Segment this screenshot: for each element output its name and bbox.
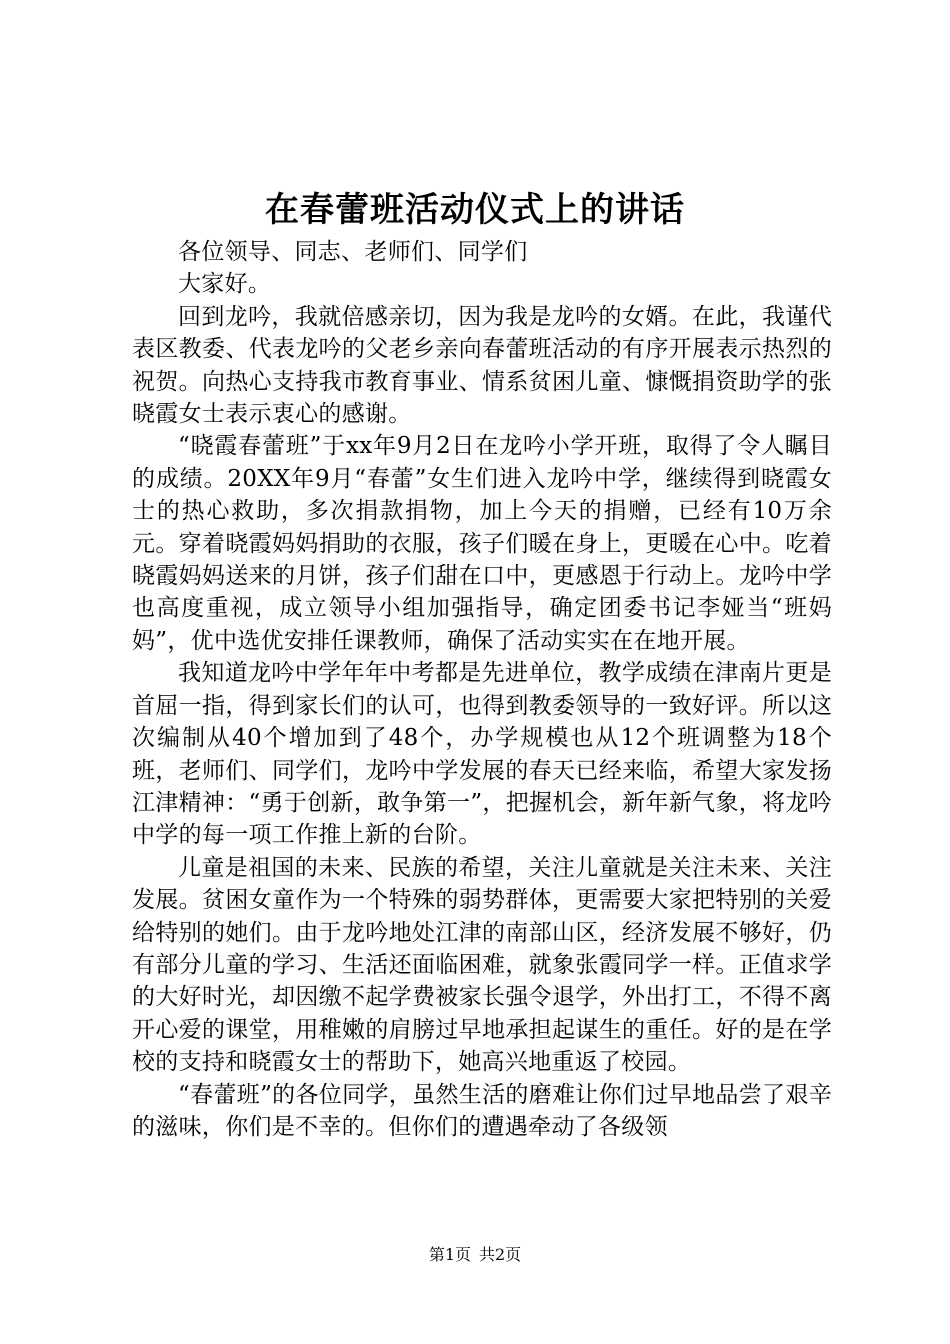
page-footer [0,1244,950,1266]
page-number: 第1页 [428,1245,471,1264]
salutation: 各位领导、同志、老师们、同学们 [178,239,528,265]
page-total: 共2页 [479,1245,522,1264]
paragraph: “晓霞春蕾班”于xx年9月2日在龙吟小学开班，取得了令人瞩目的成绩。20XX年9月“春蕾”女生们进入龙吟中学，继续得到晓霞女士的热心救助，多次捐款捐物，加上今天的捐赠，已经有10万余元。穿着晓霞妈妈捐助的衣服，孩子们暖在身上，更暖在心中。吃着晓霞妈妈送来的月饼，孩子们甜在口中，更感恩于行动上。龙吟中学也高度重视，成立领导小组加强指导，确定团委书记李娅当“班妈妈”，优中选优安排任课教师，确保了活动实实在在地开展。 [132,433,832,654]
paragraph: “春蕾班”的各位同学，虽然生活的磨难让你们过早地品尝了艰辛的滋味，你们是不幸的。但你们的遭遇牵动了各级领 [132,1081,832,1140]
document-body [132,236,832,1143]
paragraph: 儿童是祖国的未来、民族的希望，关注儿童就是关注未来、关注发展。贫困女童作为一个特殊的弱势群体，更需要大家把特别的关爱给特别的她们。由于龙吟地处江津的南部山区，经济发展不够好，仍有部分儿童的学习、生活还面临困难，就象张霞同学一样。正值求学的大好时光，却因缴不起学费被家长强令退学，外出打工，不得不离开心爱的课堂，用稚嫩的肩膀过早地承担起谋生的重任。好的是在学校的支持和晓霞女士的帮助下，她高兴地重返了校园。 [132,854,832,1076]
paragraph: 回到龙吟，我就倍感亲切，因为我是龙吟的女婿。在此，我谨代表区教委、代表龙吟的父老乡亲向春蕾班活动的有序开展表示热烈的祝贺。向热心支持我市教育事业、情系贫困儿童、慷慨捐资助学的张晓霞女士表示衷心的感谢。 [132,303,832,428]
document-title: 在春蕾班活动仪式上的讲话 [265,190,685,230]
greeting: 大家好。 [178,271,272,298]
paragraph: 我知道龙吟中学年年中考都是先进单位，教学成绩在津南片更是首屈一指，得到家长们的认可，也得到教委领导的一致好评。所以这次编制从40个增加到了48个，办学规模也从12个班调整为18个班，老师们、同学们，龙吟中学发展的春天已经来临，希望大家发扬江津精神：“勇于创新，敢争第一”，把握机会，新年新气象，将龙吟中学的每一项工作推上新的台阶。 [132,660,832,849]
